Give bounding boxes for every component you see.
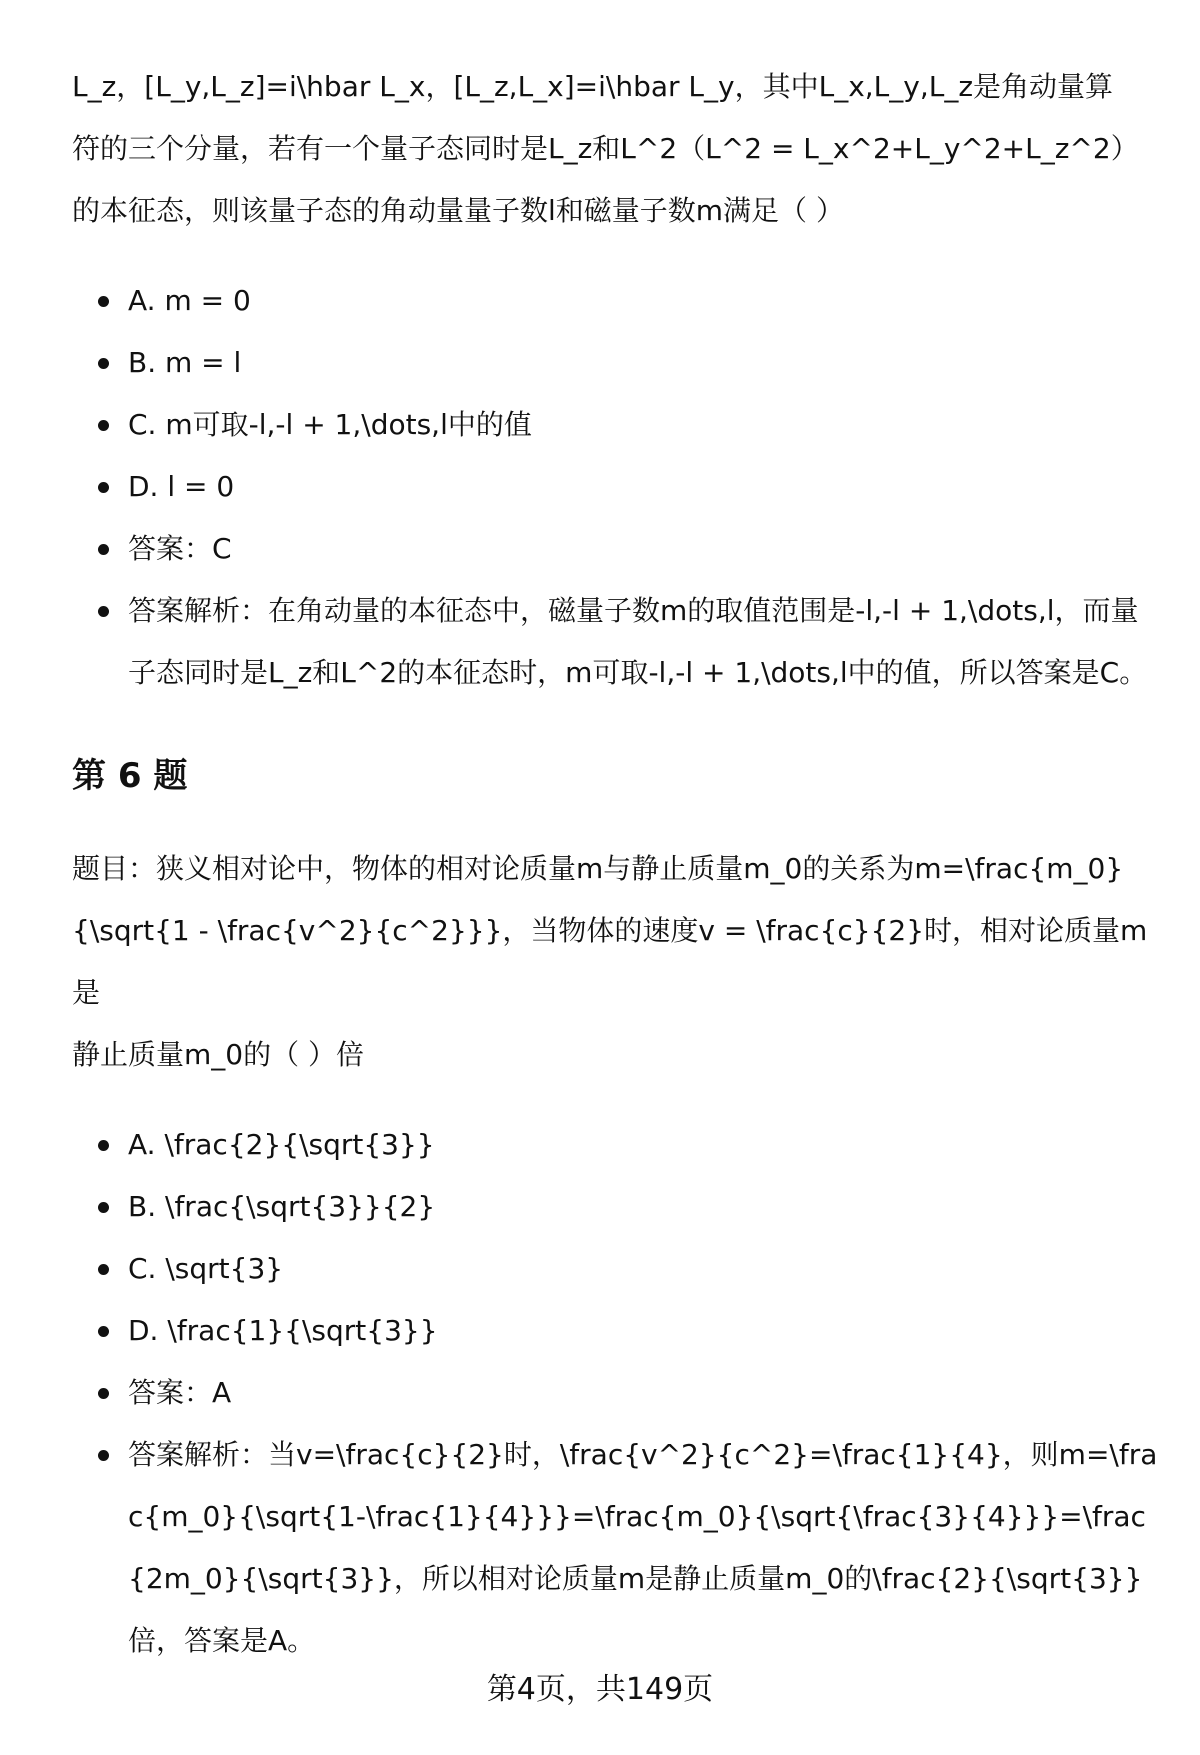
question-6-option-c xyxy=(72,1238,1162,1300)
page-footer: 第4页，共149页 xyxy=(486,1672,714,1707)
explanation-text: 答案解析：在角动量的本征态中，磁量子数m的取值范围是-l,-l + 1,\dots,l，而量子态同时是L_z和L^2的本征态时，m可取-l,-l + 1,\dots,l中的值，所以答案是C。 xyxy=(128,594,1148,689)
bullet-icon xyxy=(98,1450,109,1461)
question-6-answer xyxy=(72,1362,1162,1424)
bullet-icon xyxy=(98,1388,109,1399)
bullet-icon xyxy=(98,1264,109,1275)
bullet-icon xyxy=(98,296,109,307)
question-5-stem xyxy=(72,56,1162,242)
option-text: D. l = 0 xyxy=(128,470,235,503)
bullet-icon xyxy=(98,1326,109,1337)
option-text: D. \frac{1}{\sqrt{3}} xyxy=(128,1314,438,1347)
bullet-icon xyxy=(98,420,109,431)
question-5-stem-line-1: L_z，[L_y,L_z]=i\hbar L_x，[L_z,L_x]=i\hbar L_y，其中L_x,L_y,L_z是角动量算 xyxy=(72,70,1114,103)
option-text: C. \sqrt{3} xyxy=(128,1252,284,1285)
question-6-stem-line-1: 题目：狭义相对论中，物体的相对论质量m与静止质量m_0的关系为m=\frac{m_0} xyxy=(72,852,1124,885)
question-5-options xyxy=(72,270,1162,704)
bullet-icon xyxy=(98,482,109,493)
question-5-stem-line-2: 符的三个分量，若有一个量子态同时是L_z和L^2（L^2 = L_x^2+L_y^2+L_z^2） xyxy=(72,132,1139,165)
bullet-icon xyxy=(98,1140,109,1151)
question-5-option-c xyxy=(72,394,1162,456)
question-6-option-a xyxy=(72,1114,1162,1176)
option-text: B. m = l xyxy=(128,346,242,379)
question-5-option-d xyxy=(72,456,1162,518)
bullet-icon xyxy=(98,358,109,369)
answer-text: 答案：C xyxy=(128,532,232,565)
explanation-text: 答案解析：当v=\frac{c}{2}时，\frac{v^2}{c^2}=\frac{1}{4}，则m=\frac{m_0}{\sqrt{1-\frac{1}{4}}}=\frac{m_0}{\sqrt{\frac{3}{4}}}=\frac{2m_0}{\sqrt{3}}，所以相对论质量m是静止质量m_0的\frac{2}{\sqrt{3}}倍，答案是A。 xyxy=(128,1438,1158,1657)
bullet-icon xyxy=(98,1202,109,1213)
question-6-explanation xyxy=(72,1424,1162,1672)
option-text: B. \frac{\sqrt{3}}{2} xyxy=(128,1190,436,1223)
question-6-option-d xyxy=(72,1300,1162,1362)
question-6-option-b xyxy=(72,1176,1162,1238)
question-5-option-a xyxy=(72,270,1162,332)
question-6-stem-line-3: 静止质量m_0的（ ）倍 xyxy=(72,1038,364,1071)
document-page xyxy=(72,56,1162,1672)
question-6-heading: 第 6 题 xyxy=(72,756,188,796)
question-5-answer xyxy=(72,518,1162,580)
answer-text: 答案：A xyxy=(128,1376,232,1409)
option-text: A. \frac{2}{\sqrt{3}} xyxy=(128,1128,435,1161)
question-6-stem xyxy=(72,838,1162,1086)
question-6-stem-line-2: {\sqrt{1 - \frac{v^2}{c^2}}}，当物体的速度v = \frac{c}{2}时，相对论质量m是 xyxy=(72,914,1148,1009)
option-text: A. m = 0 xyxy=(128,284,251,317)
question-5-stem-line-3: 的本征态，则该量子态的角动量量子数l和磁量子数m满足（ ） xyxy=(72,194,844,227)
question-6-options xyxy=(72,1114,1162,1672)
bullet-icon xyxy=(98,544,109,555)
bullet-icon xyxy=(98,606,109,617)
option-text: C. m可取-l,-l + 1,\dots,l中的值 xyxy=(128,408,532,441)
question-5-explanation xyxy=(72,580,1162,704)
question-5-option-b xyxy=(72,332,1162,394)
